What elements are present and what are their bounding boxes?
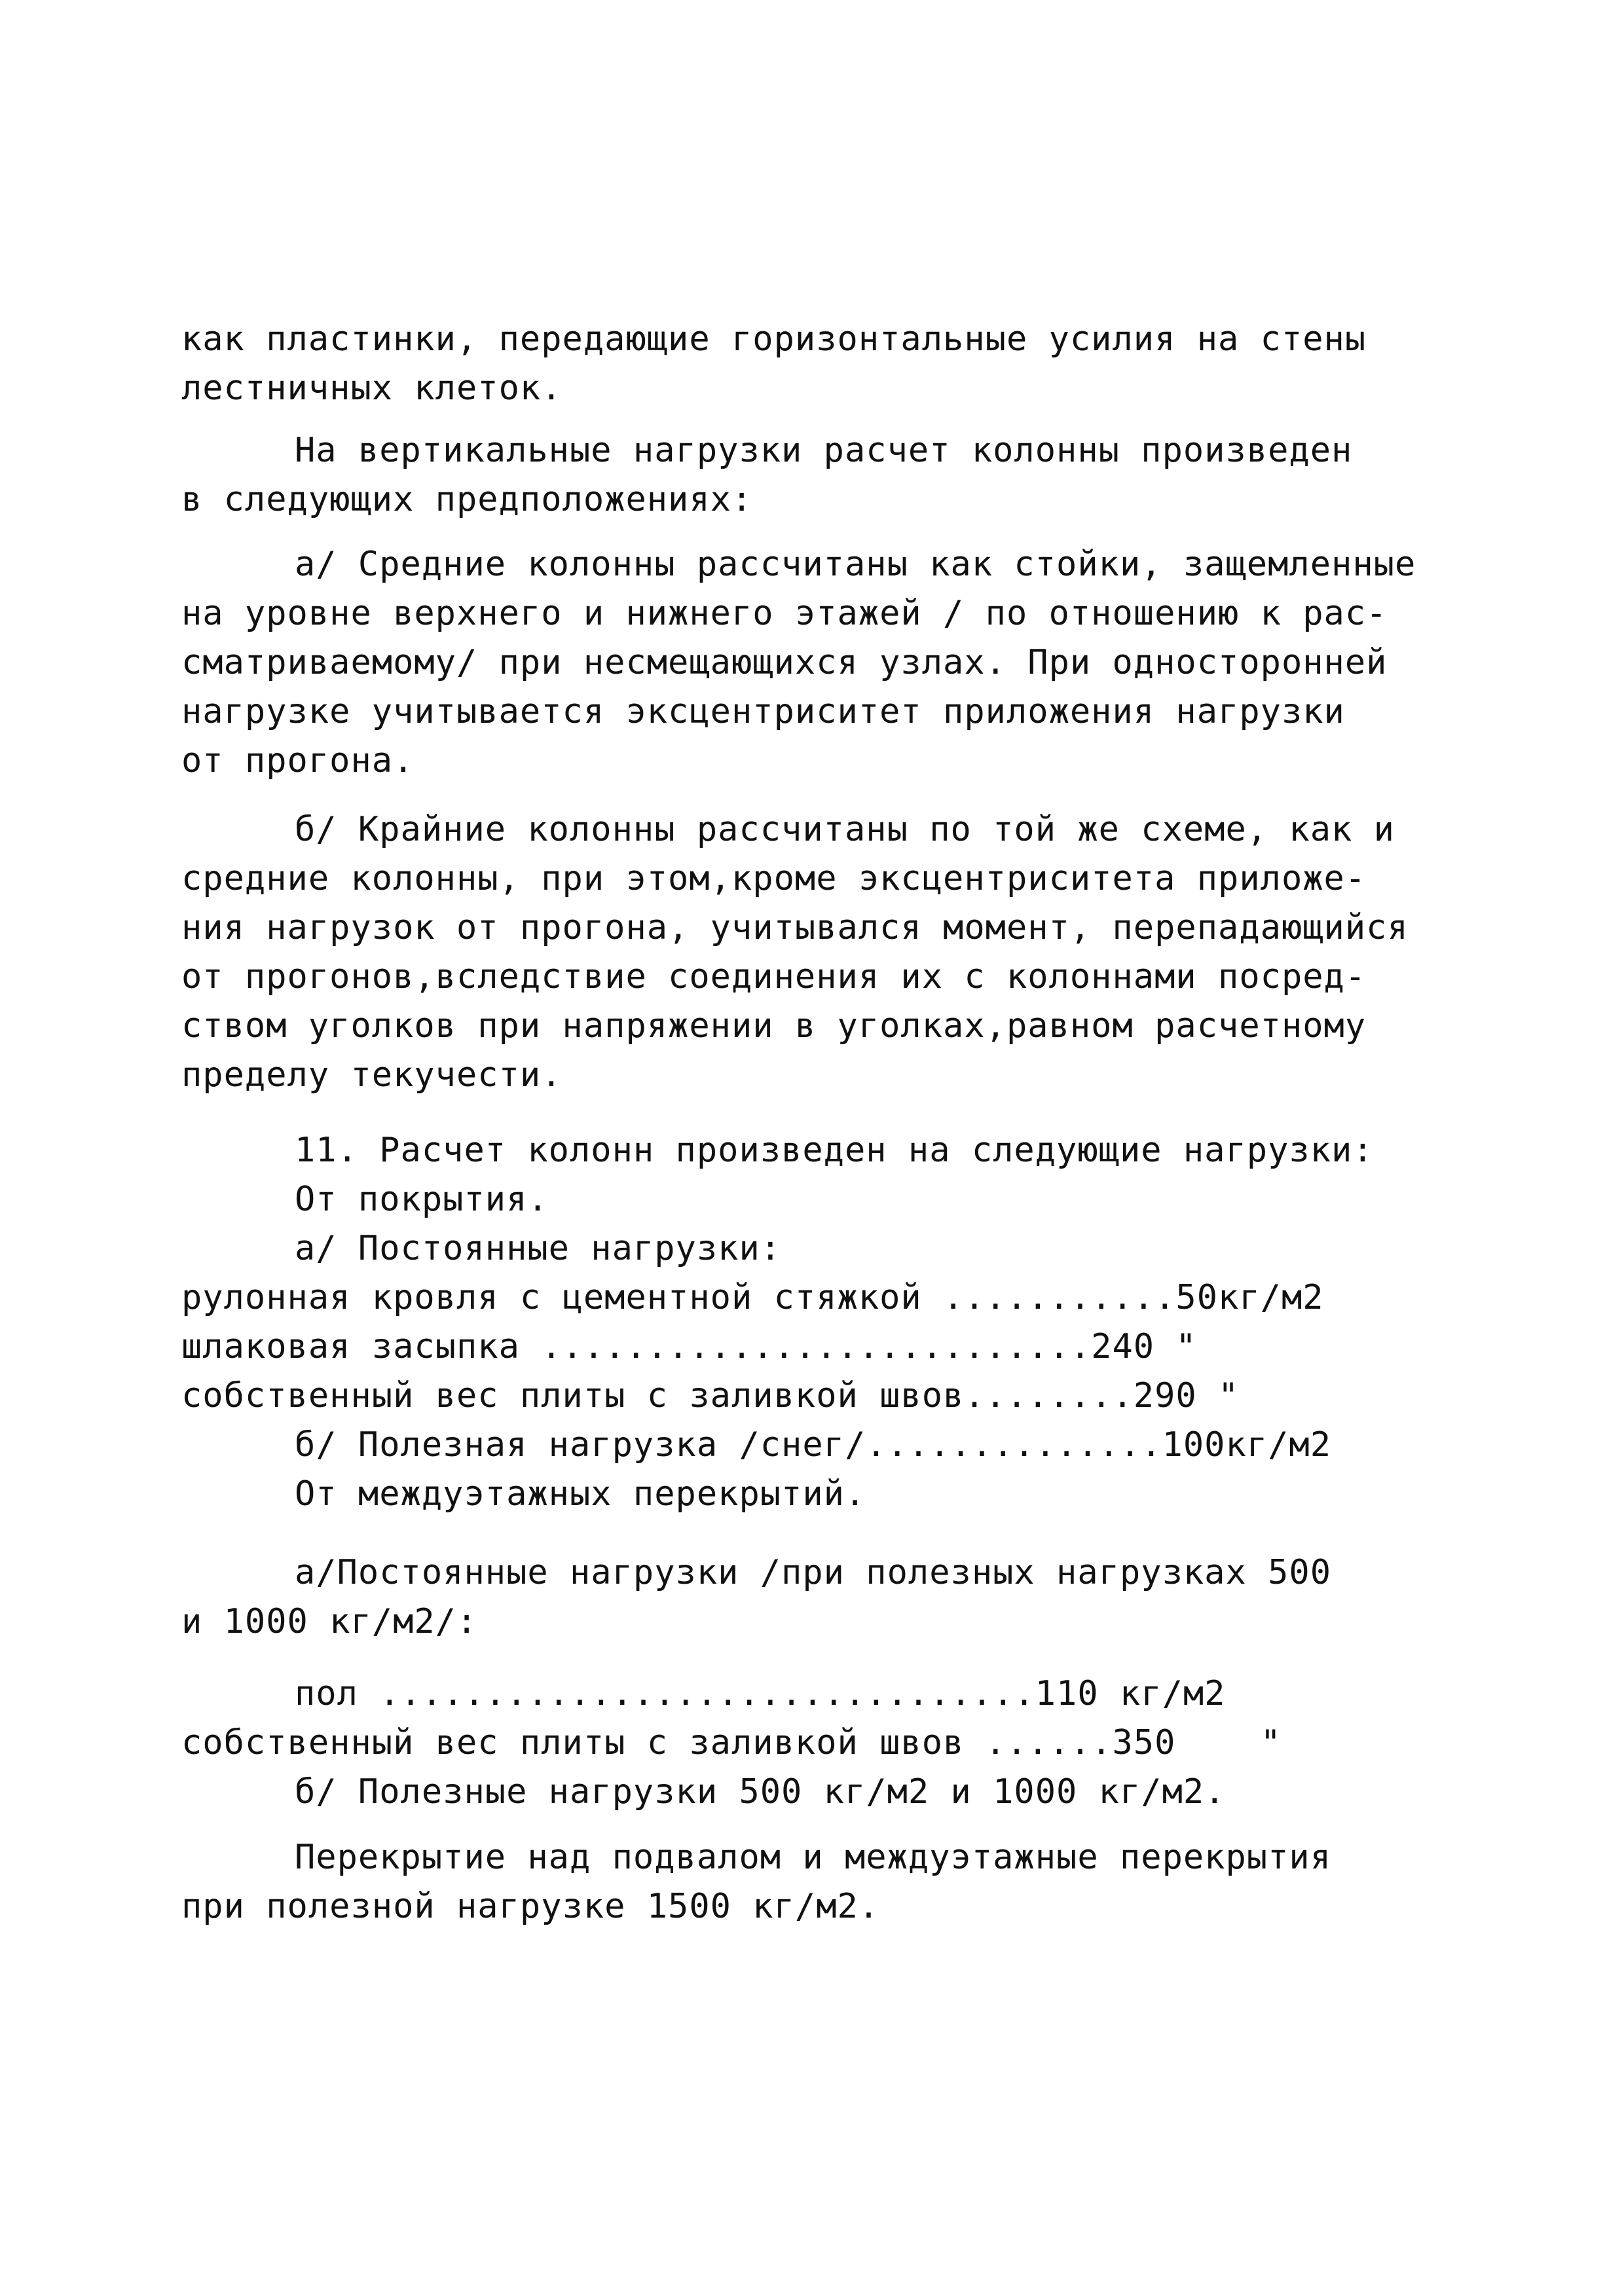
- closing-line-2: при полезной нагрузке 1500 кг/м2.: [181, 1887, 880, 1926]
- floors-heading: От междуэтажных перекрытий.: [295, 1474, 866, 1514]
- roof-item-slab-weight: собственный вес плиты с заливкой швов........290 ": [181, 1376, 1240, 1415]
- para-b-line-6: пределу текучести.: [181, 1055, 563, 1095]
- para-a-line-1: а/ Средние колонны рассчитаны как стойки, защемленные: [295, 545, 1416, 584]
- para-b-line-5: ством уголков при напряжении в уголках,равном расчетному: [181, 1006, 1367, 1046]
- intro-line-1: как пластинки, передающие горизонтальные усилия на стены: [181, 319, 1367, 359]
- intro-line-2: лестничных клеток.: [181, 369, 563, 408]
- para-b-line-3: ния нагрузок от прогона, учитывался момент, перепадающийся: [181, 908, 1409, 947]
- closing-line-1: Перекрытие над подвалом и междуэтажные перекрытия: [295, 1838, 1332, 1877]
- para-a-line-3: сматриваемому/ при несмещающихся узлах. При односторонней: [181, 643, 1388, 682]
- floors-permanent-line-1: а/Постоянные нагрузки /при полезных нагрузках 500: [295, 1553, 1332, 1592]
- para-b-line-1: б/ Крайние колонны рассчитаны по той же схеме, как и: [295, 810, 1395, 849]
- para-a-line-5: от прогона.: [181, 741, 415, 780]
- roof-heading: От покрытия.: [295, 1180, 549, 1219]
- roof-permanent-heading: а/ Постоянные нагрузки:: [295, 1229, 782, 1268]
- roof-item-slag-fill: шлаковая засыпка ..........................240 ": [181, 1327, 1197, 1366]
- para-a-line-2: на уровне верхнего и нижнего этажей / по отношению к рас-: [181, 594, 1388, 633]
- floor-item-slab-weight: собственный вес плиты с заливкой швов ......350 ": [181, 1723, 1282, 1762]
- roof-item-roll-roofing: рулонная кровля с цементной стяжкой ...........50кг/м2: [181, 1278, 1324, 1317]
- para-a-line-4: нагрузке учитывается эксцентриситет приложения нагрузки: [181, 692, 1345, 731]
- vertical-loads-line-2: в следующих предположениях:: [181, 480, 753, 519]
- roof-useful-load: б/ Полезная нагрузка /снег/..............100кг/м2: [295, 1425, 1332, 1465]
- floor-item-floor: пол ...............................110 кг/м2: [295, 1674, 1226, 1713]
- floor-useful-loads: б/ Полезные нагрузки 500 кг/м2 и 1000 кг/м2.: [295, 1772, 1226, 1812]
- section-11-heading: 11. Расчет колонн произведен на следующие нагрузки:: [295, 1131, 1374, 1170]
- floors-permanent-line-2: и 1000 кг/м2/:: [181, 1602, 478, 1641]
- para-b-line-4: от прогонов,вследствие соединения их с колоннами посред-: [181, 957, 1367, 996]
- vertical-loads-line-1: На вертикальные нагрузки расчет колонны произведен: [295, 431, 1353, 470]
- para-b-line-2: средние колонны, при этом,кроме эксцентриситета приложе-: [181, 859, 1367, 898]
